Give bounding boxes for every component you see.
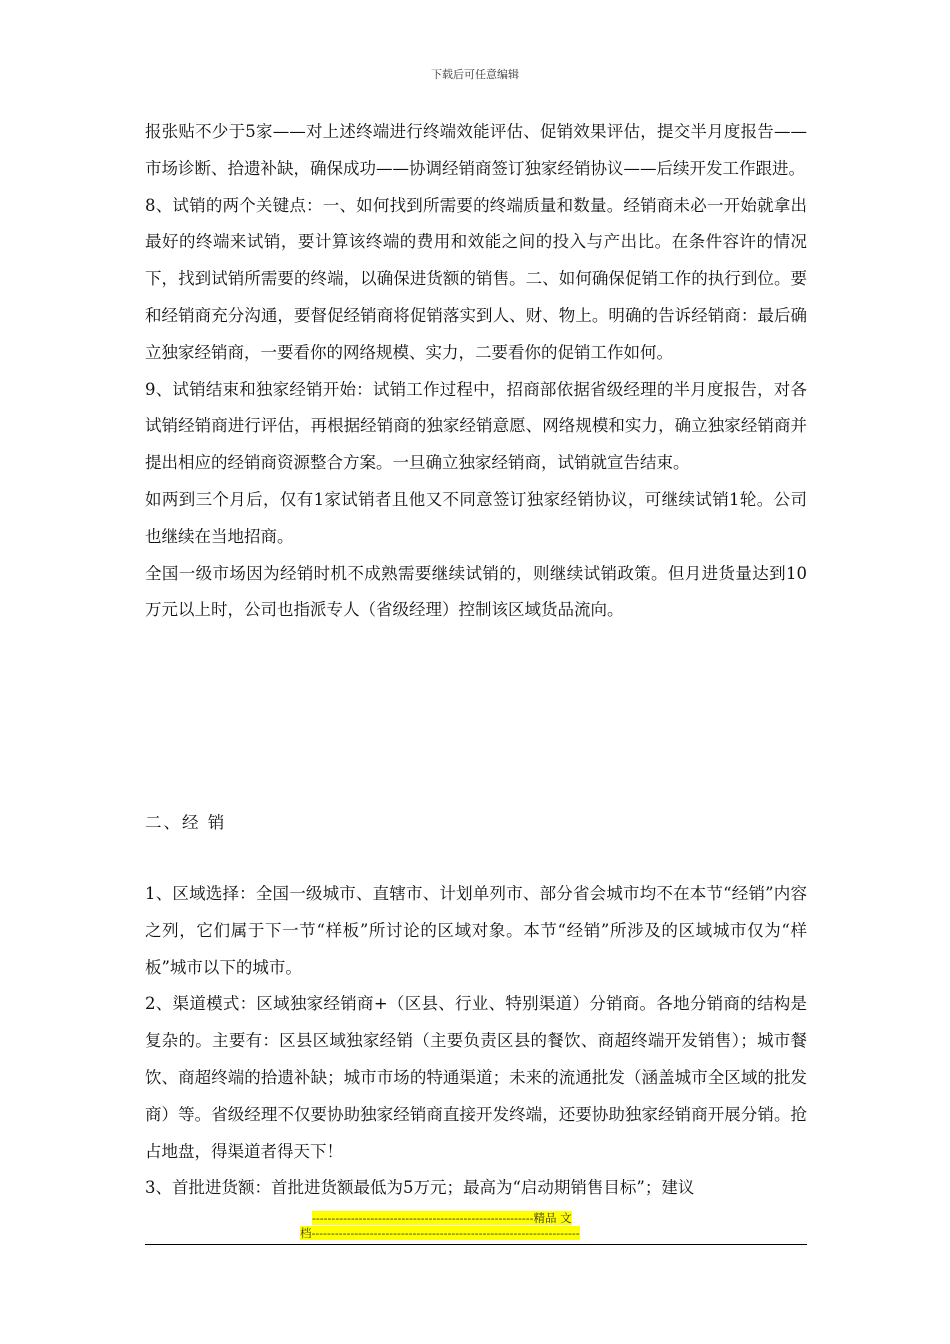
footer-line-2: 档--------------------------------------------------------------------- — [300, 1226, 580, 1240]
footer-line-1: ---------------------------------------------------------精品 文 — [312, 1211, 572, 1225]
page-header: 下载后可任意编辑 — [431, 68, 519, 81]
paragraph: 9、试销结束和独家经销开始：试销工作过程中，招商部依据省级经理的半月度报告，对各试销经销商进行评估，再根据经销商的独家经销意愿、网络规模和实力，确立独家经销商并提出相应的经销商资源整合方案。一旦确立独家经销商，试销就宣告结束。 — [145, 379, 807, 473]
paragraph: 8、试销的两个关键点：一、如何找到所需要的终端质量和数量。经销商未必一开始就拿出最好的终端来试销，要计算该终端的费用和效能之间的投入与产出比。在条件容许的情况下，找到试销所需要的终端，以确保进货额的销售。二、如何确保促销工作的执行到位。要和经销商充分沟通，要督促经销商将促销落实到人、财、物上。明确的告诉经销商：最后确立独家经销商，一要看你的网络规模、实力，二要看你的促销工作如何。 — [145, 195, 807, 362]
paragraph: 如两到三个月后，仅有1家试销者且他又不同意签订独家经销协议，可继续试销1轮。公司也继续在当地招商。 — [145, 489, 807, 546]
paragraph: 2、渠道模式：区域独家经销商+（区县、行业、特别渠道）分销商。各地分销商的结构是复杂的。主要有：区县区域独家经销（主要负责区县的餐饮、商超终端开发销售）；城市餐饮、商超终端的拾遗补缺；城市市场的特通渠道；未来的流通批发（涵盖城市全区域的批发商）等。省级经理不仅要协助独家经销商直接开发终端，还要协助独家经销商开展分销。抢占地盘，得渠道者得天下！ — [145, 994, 807, 1161]
footer-divider — [145, 1244, 807, 1245]
paragraph: 1、区域选择：全国一级城市、直辖市、计划单列市、部分省会城市均不在本节“经销”内容之列，它们属于下一节“样板”所讨论的区域对象。本节“经销”所涉及的区域城市仅为“样板”城市以下的城市。 — [145, 884, 807, 977]
footer-watermark — [300, 1211, 650, 1241]
paragraph: 报张贴不少于5家——对上述终端进行终端效能评估、促销效果评估，提交半月度报告——市场诊断、拾遗补缺，确保成功——协调经销商签订独家经销协议——后续开发工作跟进。 — [145, 122, 807, 178]
paragraph: 3、首批进货额：首批进货额最低为5万元；最高为“启动期销售目标”；建议 — [145, 1178, 695, 1198]
paragraph: 全国一级市场因为经销时机不成熟需要继续试销的，则继续试销政策。但月进货量达到10万元以上时，公司也指派专人（省级经理）控制该区域货品流向。 — [145, 563, 807, 620]
section-title: 二、经 销 — [145, 813, 227, 832]
body-text-top — [145, 114, 807, 629]
body-text-bottom — [145, 876, 807, 1207]
